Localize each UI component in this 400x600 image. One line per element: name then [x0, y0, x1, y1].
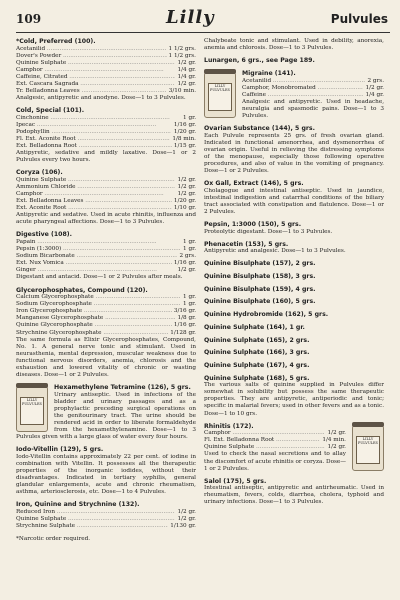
formula-row — [16, 523, 196, 530]
product-description: Digestant and antacid. Dose—1 or 2 Pulvules after meals. — [16, 274, 183, 281]
formula-row — [16, 122, 196, 129]
product-heading: Quinine Sulphate (167), 4 grs. — [204, 361, 310, 369]
ingredient-name: Quinine Glycerophosphate ..... — [16, 322, 172, 329]
product-jar-image — [16, 386, 48, 432]
product-heading: Quinine Sulphate (168), 5 grs. — [204, 374, 310, 382]
product-heading: Lunargen, 6 grs., see Page 189. — [204, 57, 315, 65]
ingredient-name: Quinine Sulphate ..... — [204, 444, 325, 451]
product-heading: Ox Gall, Extract (146), 5 grs. — [204, 179, 304, 187]
product-heading: Quinine Bisulphate (157), 2 grs. — [204, 260, 316, 268]
ingredient-name: Ipecac ..... — [16, 122, 172, 129]
product-description: The various salts of quinine supplied in Pulvules differ somewhat in solubility but possess the same therapeutic properties. They are antipyretic, antiperiodic and tonic; specific in malarial fevers; used in other fevers and as a tonic. Dose—1 to 10 grs. — [204, 382, 384, 417]
ingredient-name: Sodium Glycerophosphate ..... — [16, 301, 181, 308]
ingredient-name: Fl. Ext. Belladonna Root ..... — [204, 437, 320, 444]
ingredient-name: Acetanilid ..... — [242, 78, 365, 85]
ingredient-name: Quinine Sulphate ..... — [16, 177, 175, 184]
product-entry — [16, 501, 196, 530]
formula-row — [16, 330, 196, 337]
product-description: Urinary antiseptic. Used in infections of the bladder and urinary passages and as a prophylactic preceding surgical operations on the genitourinary tract. The urine should be rendered acid in order to liberate formaldehyde from the hexamethylenamine. Dose—1 to 3 Pulvules given with a large glass of water every four hours. — [16, 391, 196, 440]
ingredient-dose: 1/2 gr. — [177, 191, 196, 198]
product-heading: Pepsin, 1:3000 (150), 5 grs. — [204, 220, 302, 228]
product-entry — [204, 478, 384, 507]
formula-row — [16, 246, 196, 253]
product-jar-image — [204, 72, 236, 118]
ingredient-name: Camphor ..... — [16, 191, 175, 198]
ingredient-name: Ext. Belladonna Root ..... — [16, 143, 172, 150]
formula-row — [16, 239, 196, 246]
formula-row — [16, 88, 196, 95]
product-entry — [16, 446, 196, 496]
ingredient-dose: 1/128 gr. — [170, 329, 196, 336]
ingredient-dose: 1 1/2 grs. — [168, 52, 196, 59]
product-description: Antipyretic and sedative. Used in acute rhinitis, influenza and acute pharyngeal affections. Dose—1 to 3 Pulvules. — [16, 212, 196, 226]
product-heading: Rhinitis (172). — [204, 422, 254, 430]
formula-row — [16, 74, 196, 81]
product-entry — [204, 375, 384, 418]
product-entry — [16, 231, 196, 281]
ingredient-dose: 1/2 gr. — [365, 84, 384, 91]
product-description: Iodo-Vitellin contains approximately 22 per cent. of iodine in combination with Vitellin. It possesses all the therapeutic properties of the inorganic iodides, without their disadvantages. Indicated in tertiary syphilis, general glandular enlargements, acute and chronic rheumatism, asthma, arteriosclerosis, etc. Dose—1 to 4 Pulvules. — [16, 453, 196, 496]
ingredient-name: Strychnine Glycerophosphate ..... — [16, 330, 168, 337]
page-header — [16, 6, 390, 33]
ingredient-name: Camphor ..... — [204, 430, 325, 437]
ingredient-dose: 1/2 gr. — [177, 177, 196, 183]
formula-row — [204, 444, 346, 451]
formula-row — [16, 294, 196, 301]
ingredient-name: Ammonium Chloride ..... — [16, 184, 175, 191]
product-heading: *Cold, Preferred (100). — [16, 38, 96, 45]
ingredient-name: Sodium Bicarbonate ..... — [16, 253, 177, 260]
ingredient-dose: 1/130 gr. — [170, 522, 196, 529]
formula-row — [16, 184, 196, 191]
jar-label: LILLY PULVULES — [356, 436, 380, 464]
formula-row — [16, 129, 196, 136]
ingredient-dose: 1/4 gr. — [365, 91, 384, 98]
jar-label: LILLY PULVULES — [20, 397, 44, 425]
product-description: Cholagogue and intestinal antiseptic. Used in jaundice, intestinal indigestion and catarrhal conditions of the biliary tract associated with constipation and flatulence. Dose—1 or 2 Pulvules. — [204, 187, 384, 215]
formula-row — [16, 81, 196, 88]
product-entry — [204, 423, 384, 473]
product-description: Each Pulvule represents 25 grs. of fresh ovarian gland. Indicated in functional amenorrhea, and dysmenorrhea of ovarian origin. Useful in relieving the distressing symptoms of the menopause, especially those following operative procedures, and also of value in the vomiting of pregnancy. Dose—1 or 2 Pulvules. — [204, 132, 384, 174]
product-description: Antipyretic and analgesic. Dose—1 to 3 Pulvules. — [204, 248, 346, 255]
ingredient-dose: 2 grs. — [179, 253, 196, 260]
lilly-logo: Lilly — [166, 7, 215, 28]
ingredient-dose: 1 gr. — [183, 246, 196, 253]
product-entry — [16, 169, 196, 226]
ingredient-dose: 3/16 gr. — [173, 308, 196, 315]
product-entry — [204, 311, 384, 319]
product-description: Intestinal antiseptic, antipyretic and antirheumatic. Used in rheumatism, fevers, colds, diarrhea, cholera, typhoid and urinary infections. Dose—1 to 3 Pulvules. — [204, 485, 384, 506]
ingredient-dose: 1/15 gr. — [173, 143, 196, 150]
product-entry — [204, 221, 384, 236]
product-entry — [204, 324, 384, 332]
formula-row — [16, 53, 196, 60]
ingredient-name: Tr. Belladonna Leaves ..... — [16, 88, 167, 95]
left-column — [16, 33, 196, 543]
ingredient-name: Dover's Powder ..... — [16, 53, 167, 60]
formula-row — [16, 177, 196, 184]
product-description: Used to check the nasal secretions and to allay the discomfort of acute rhinitis or coryza. Dose—1 or 2 Pulvules. — [204, 451, 346, 472]
product-entry — [204, 241, 384, 256]
product-entry — [16, 107, 196, 164]
product-entry — [204, 286, 384, 294]
product-entry — [204, 125, 384, 175]
ingredient-dose: 1/16 gr. — [173, 260, 196, 267]
product-heading: Cold, Special (101). — [16, 107, 85, 115]
formula-row — [16, 198, 196, 205]
ingredient-dose: 1/2 gr. — [177, 59, 196, 66]
product-entry — [204, 362, 384, 370]
product-heading: Migraine (141). — [242, 69, 296, 77]
ingredient-dose: 1/2 gr. — [177, 81, 196, 87]
ingredient-dose: 1 gr. — [183, 239, 196, 246]
formula-row — [16, 516, 196, 523]
ingredient-name: Pepsin (1:3000) ..... — [16, 246, 181, 253]
formula-row — [16, 509, 196, 516]
formula-row — [16, 191, 196, 198]
product-heading: Quinine Bisulphate (158), 3 grs. — [204, 273, 316, 281]
ingredient-dose: 1/2 gr. — [327, 430, 346, 437]
formula-row — [242, 85, 384, 92]
right-column — [204, 33, 384, 543]
product-entry — [204, 180, 384, 216]
formula-row — [16, 308, 196, 315]
formula-row — [16, 267, 196, 274]
narcotic-footnote: *Narcotic order required. — [16, 536, 91, 542]
page-number: 109 — [16, 12, 42, 26]
ingredient-dose: 1/20 gr. — [173, 129, 196, 135]
ingredient-dose: 1 gr. — [183, 114, 196, 121]
formula-row — [16, 115, 196, 122]
ingredient-dose: 1/4 min. — [322, 437, 346, 444]
product-jar-image — [352, 425, 384, 471]
ingredient-name: Ext. Belladonna Leaves ..... — [16, 198, 172, 205]
formula-row — [204, 437, 346, 444]
ingredient-name: Manganese Glycerophosphate ..... — [16, 315, 175, 322]
ingredient-name: Fl. Ext. Aconite Root ..... — [16, 136, 170, 143]
product-entry — [204, 70, 384, 120]
formula-row — [16, 136, 196, 143]
formula-row — [16, 46, 196, 53]
formula-row — [16, 205, 196, 212]
product-description: Analgesic and antipyretic. Used in headache, neuralgia and spasmodic pains. Dose—1 to 3 Pulvules. — [242, 98, 384, 119]
product-heading: Quinine Hydrobromide (162), 5 grs. — [204, 311, 329, 319]
ingredient-dose: 1/8 gr. — [177, 315, 196, 322]
ingredient-name: Ext. Cascara Sagrada ..... — [16, 81, 175, 88]
product-heading: Digestive (108). — [16, 231, 72, 239]
product-heading: Quinine Bisulphate (160), 5 grs. — [204, 298, 316, 306]
product-entry — [16, 38, 196, 102]
ingredient-name: Ext. Nux Vomica ..... — [16, 260, 172, 267]
ingredient-dose: 1/16 gr. — [173, 322, 196, 329]
ingredient-dose: 1 gr. — [183, 294, 196, 301]
ingredient-dose: 1/10 gr. — [173, 205, 196, 212]
product-heading: Salol (175), 5 grs. — [204, 477, 267, 485]
product-heading: Glycerophosphates, Compound (120). — [16, 286, 148, 294]
product-entry — [204, 260, 384, 268]
ingredient-name: Papain ..... — [16, 239, 181, 246]
product-heading: Quinine Bisulphate (159), 4 grs. — [204, 285, 316, 293]
jar-label: LILLY PULVULES — [208, 83, 232, 111]
formula-row — [16, 253, 196, 260]
formula-row — [16, 143, 196, 150]
formula-row — [16, 67, 196, 74]
product-entry — [204, 349, 384, 357]
ingredient-dose: 1/16 gr. — [173, 121, 196, 128]
content-columns — [16, 33, 390, 543]
product-entry — [204, 57, 384, 65]
ingredient-name: Acetanilid ..... — [16, 46, 167, 53]
ingredient-name: Ginger ..... — [16, 267, 175, 274]
page-title: Pulvules — [330, 12, 388, 26]
product-heading: Quinine Sulphate (164), 1 gr. — [204, 323, 305, 331]
formula-row — [16, 322, 196, 329]
formula-row — [16, 315, 196, 322]
product-entry — [16, 384, 196, 441]
ingredient-dose: 1/4 gr. — [177, 66, 196, 73]
product-heading: Hexamethylene Tetramine (126), 5 grs. — [54, 383, 191, 391]
product-heading: Iodo-Vitellin (129), 5 grs. — [16, 446, 104, 454]
ingredient-name: Reduced Iron ..... — [16, 509, 175, 516]
product-heading: Phenacetin (153), 5 grs. — [204, 240, 289, 248]
product-entry — [204, 337, 384, 345]
ingredient-name: Quinine Sulphate ..... — [16, 516, 175, 523]
product-description: Chalybeate tonic and stimulant. Used in debility, anorexia, anemia and chlorosis. Dose—1 to 3 Pulvules. — [204, 38, 384, 52]
product-heading: Quinine Sulphate (166), 3 grs. — [204, 349, 310, 357]
ingredient-name: Podophyllin ..... — [16, 129, 172, 136]
ingredient-dose: 1 1/2 grs. — [168, 45, 196, 52]
ingredient-name: Ext. Aconite Root ..... — [16, 205, 172, 212]
ingredient-name: Caffeine ..... — [242, 92, 363, 99]
formula-row — [204, 430, 346, 437]
ingredient-dose: 3/10 min. — [168, 88, 196, 95]
product-heading: Iron, Quinine and Strychnine (132). — [16, 501, 140, 509]
ingredient-dose: 2 grs. — [367, 77, 384, 84]
product-heading: Ovarian Substance (144), 5 grs. — [204, 124, 315, 132]
product-heading: Quinine Sulphate (165), 2 grs. — [204, 336, 310, 344]
ingredient-name: Caffeine, Citrated ..... — [16, 74, 175, 81]
ingredient-name: Iron Glycerophosphate ..... — [16, 308, 172, 315]
ingredient-dose: 1/4 gr. — [177, 73, 196, 80]
ingredient-dose: 1/2 gr. — [177, 515, 196, 522]
ingredient-name: Camphor ..... — [16, 67, 175, 74]
product-entry — [204, 273, 384, 281]
product-description: The same formula as Elixir Glycerophosphates, Compound, No. 1. A general nerve tonic and stimulant. Used in neurasthenia, mental depression, muscular weakness due to functional nervous disorders, anemia, chlorosis and the exhaustion and lowered vitality of chronic or wasting diseases. Dose—1 or 2 Pulvules. — [16, 336, 196, 378]
ingredient-dose: 1/2 gr. — [177, 267, 196, 274]
ingredient-name: Calcium Glycerophosphate ..... — [16, 294, 181, 301]
formula-row — [242, 92, 384, 99]
formula-row — [16, 260, 196, 267]
ingredient-name: Strychnine Sulphate ..... — [16, 523, 168, 530]
product-entry — [204, 298, 384, 306]
ingredient-dose: 1 gr. — [183, 301, 196, 308]
ingredient-dose: 1/2 gr. — [327, 444, 346, 451]
ingredient-dose: 1/2 gr. — [177, 184, 196, 191]
ingredient-name: Cinchonine ..... — [16, 115, 181, 122]
ingredient-dose: 1/2 gr. — [177, 508, 196, 515]
product-heading: Coryza (106). — [16, 169, 63, 177]
product-entry — [204, 38, 384, 52]
ingredient-name: Quinine Sulphate ..... — [16, 60, 175, 67]
formula-row — [16, 301, 196, 308]
product-description: Antipyretic, sedative and mildly laxative. Dose—1 or 2 Pulvules every two hours. — [16, 150, 196, 164]
ingredient-dose: 1/20 gr. — [173, 198, 196, 205]
ingredient-dose: 1/8 min. — [172, 136, 196, 143]
formula-row — [16, 60, 196, 67]
product-description: Proteolytic digestant. Dose—1 to 3 Pulvules. — [204, 228, 333, 235]
formula-row — [242, 78, 384, 85]
product-entry — [16, 287, 196, 379]
product-description: Analgesic, antipyretic and anodyne. Dose—1 to 3 Pulvules. — [16, 95, 186, 102]
ingredient-name: Camphor, Monobromated ..... — [242, 85, 363, 92]
